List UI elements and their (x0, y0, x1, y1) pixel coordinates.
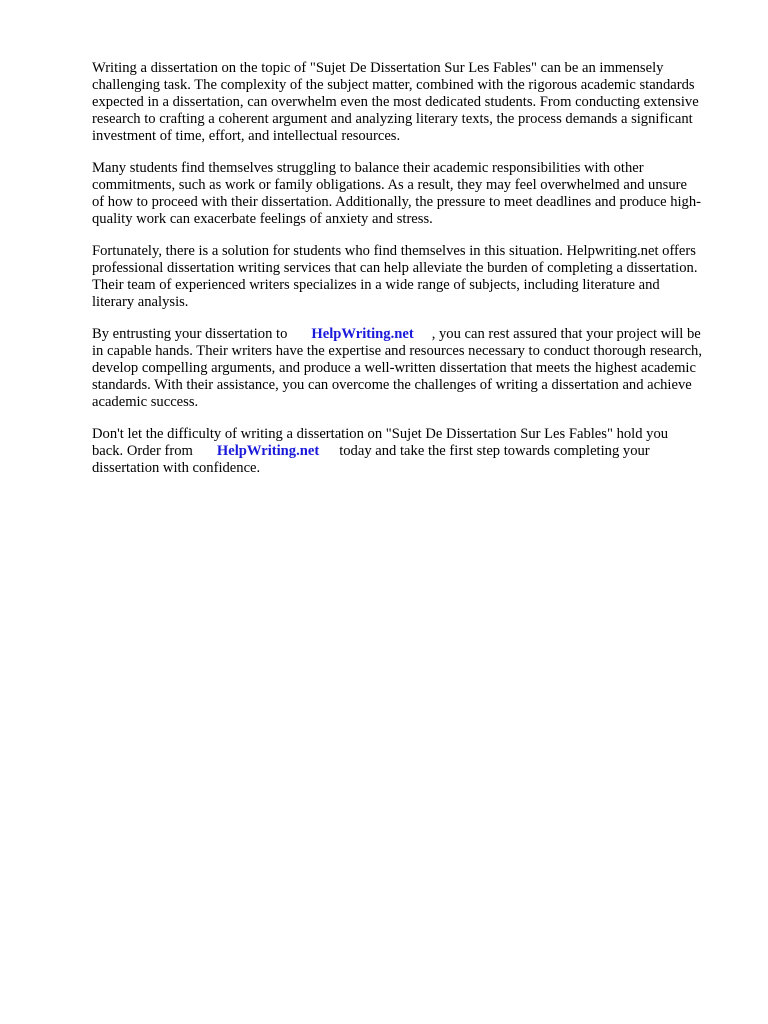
paragraph-entrusting (92, 326, 702, 411)
paragraph-entrusting-after: , you can rest assured that your project will be in capable hands. Their writers have the expertise and resources necessary to conduct thorough research, develop compelling arguments, and produce a well-written dissertation that meets the highest academic standards. With their assistance, you can overcome the challenges of writing a dissertation and achieve academic success. (92, 326, 702, 410)
paragraph-struggles: Many students find themselves struggling to balance their academic responsibilities with other commitments, such as work or family obligations. As a result, they may feel overwhelmed and unsure of how to proceed with their dissertation. Additionally, the pressure to meet deadlines and produce high-quality work can exacerbate feelings of anxiety and stress. (92, 160, 701, 227)
paragraph-cta-after: today and take the first step towards completing your dissertation with confidence. (92, 443, 650, 476)
paragraph-call-to-action (92, 426, 702, 477)
document-body (92, 60, 702, 492)
paragraph-solution: Fortunately, there is a solution for students who find themselves in this situation. Helpwriting.net offers professional dissertation writing services that can help alleviate the burden of completing a dissertation. Their team of experienced writers specializes in a wide range of subjects, including literature and literary analysis. (92, 243, 698, 310)
helpwriting-link[interactable]: HelpWriting.net (311, 326, 414, 342)
helpwriting-order-link[interactable]: HelpWriting.net (216, 443, 320, 459)
paragraph-entrusting-before: By entrusting your dissertation to (92, 326, 288, 342)
paragraph-intro: Writing a dissertation on the topic of "Sujet De Dissertation Sur Les Fables" can be an immensely challenging task. The complexity of the subject matter, combined with the rigorous academic standards expected in a dissertation, can overwhelm even the most dedicated students. From conducting extensive research to crafting a coherent argument and analyzing literary texts, the process demands a significant investment of time, effort, and intellectual resources. (92, 60, 699, 144)
paragraph-cta-before: Don't let the difficulty of writing a dissertation on "Sujet De Dissertation Sur Les Fables" hold you back. Order from (92, 426, 669, 459)
